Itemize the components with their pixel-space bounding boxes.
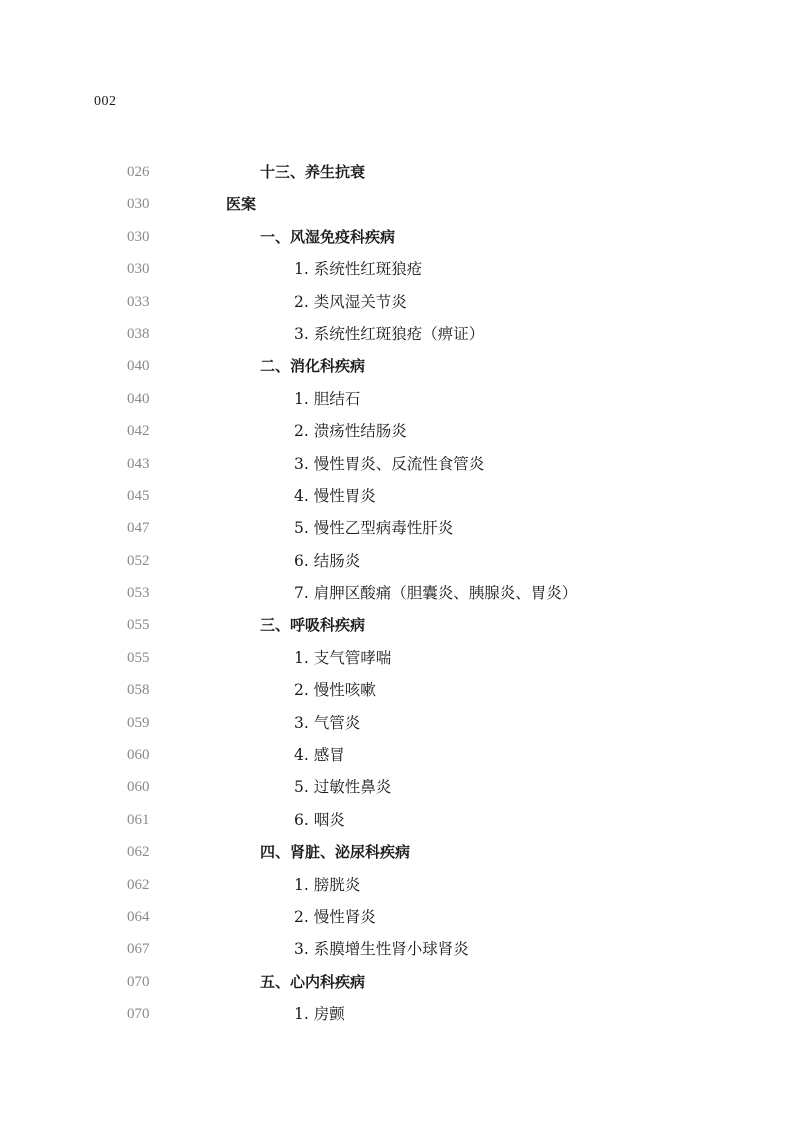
toc-title: 4. 慢性胃炎 bbox=[294, 486, 376, 505]
toc-page-number: 059 bbox=[127, 714, 150, 731]
toc-entry[interactable] bbox=[0, 448, 800, 480]
toc-page-number: 038 bbox=[127, 325, 150, 342]
toc-title: 2. 溃疡性结肠炎 bbox=[294, 422, 407, 441]
toc-title: 3. 气管炎 bbox=[294, 713, 361, 732]
toc-title: 2. 慢性肾炎 bbox=[294, 907, 376, 926]
toc-page-number: 070 bbox=[127, 1006, 150, 1023]
toc-page-number: 043 bbox=[127, 455, 150, 472]
toc-title: 医案 bbox=[226, 195, 257, 214]
toc-entry[interactable] bbox=[0, 804, 800, 836]
toc-page-number: 060 bbox=[127, 747, 150, 764]
toc-entry[interactable] bbox=[0, 577, 800, 609]
toc-title: 1. 胆结石 bbox=[294, 389, 361, 408]
toc-page-number: 061 bbox=[127, 811, 150, 828]
toc-page-number: 055 bbox=[127, 617, 150, 634]
page-number: 002 bbox=[94, 94, 117, 109]
toc-entry[interactable] bbox=[0, 512, 800, 544]
toc-title: 3. 系统性红斑狼疮（痹证） bbox=[294, 324, 485, 343]
toc-title: 十三、养生抗衰 bbox=[260, 163, 366, 181]
table-of-contents bbox=[0, 156, 800, 1031]
toc-title: 一、风湿免疫科疾病 bbox=[260, 227, 396, 246]
toc-page-number: 033 bbox=[127, 293, 150, 310]
toc-page-number: 062 bbox=[127, 876, 150, 893]
toc-title: 1. 膀胱炎 bbox=[294, 875, 361, 894]
toc-section-heading[interactable] bbox=[0, 609, 800, 641]
toc-title: 3. 系膜增生性肾小球肾炎 bbox=[294, 940, 469, 959]
toc-title: 5. 慢性乙型病毒性肝炎 bbox=[294, 519, 454, 538]
toc-entry[interactable] bbox=[0, 545, 800, 577]
toc-entry[interactable] bbox=[0, 642, 800, 674]
toc-entry[interactable] bbox=[0, 739, 800, 771]
toc-title: 3. 慢性胃炎、反流性食管炎 bbox=[294, 454, 485, 473]
toc-title: 5. 过敏性鼻炎 bbox=[294, 778, 392, 797]
toc-page-number: 062 bbox=[127, 844, 150, 861]
toc-entry[interactable] bbox=[0, 869, 800, 901]
toc-section-heading[interactable] bbox=[0, 156, 800, 188]
toc-page-number: 047 bbox=[127, 520, 150, 537]
toc-page-number: 067 bbox=[127, 941, 150, 958]
toc-page-number: 040 bbox=[127, 358, 150, 375]
toc-title: 1. 房颤 bbox=[294, 1005, 345, 1024]
toc-title: 2. 慢性咳嗽 bbox=[294, 681, 376, 700]
toc-entry[interactable] bbox=[0, 674, 800, 706]
toc-page-number: 042 bbox=[127, 423, 150, 440]
toc-title: 2. 类风湿关节炎 bbox=[294, 292, 407, 311]
toc-page-number: 040 bbox=[127, 390, 150, 407]
toc-entry[interactable] bbox=[0, 707, 800, 739]
toc-section-heading[interactable] bbox=[0, 966, 800, 998]
toc-title: 1. 系统性红斑狼疮 bbox=[294, 260, 423, 279]
toc-title: 4. 感冒 bbox=[294, 746, 345, 765]
toc-section-heading[interactable] bbox=[0, 350, 800, 382]
toc-entry[interactable] bbox=[0, 253, 800, 285]
toc-title: 四、肾脏、泌尿科疾病 bbox=[260, 843, 411, 862]
toc-page-number: 060 bbox=[127, 779, 150, 796]
toc-page-number: 030 bbox=[127, 196, 150, 213]
toc-page-number: 045 bbox=[127, 487, 150, 504]
toc-page-number: 030 bbox=[127, 228, 150, 245]
toc-entry[interactable] bbox=[0, 998, 800, 1030]
toc-entry[interactable] bbox=[0, 286, 800, 318]
toc-title: 三、呼吸科疾病 bbox=[260, 616, 366, 635]
toc-entry[interactable] bbox=[0, 318, 800, 350]
toc-section-heading[interactable] bbox=[0, 221, 800, 253]
toc-title: 五、心内科疾病 bbox=[260, 972, 366, 991]
toc-page-number: 070 bbox=[127, 973, 150, 990]
toc-entry[interactable] bbox=[0, 771, 800, 803]
toc-entry[interactable] bbox=[0, 933, 800, 965]
toc-page-number: 052 bbox=[127, 552, 150, 569]
toc-title: 6. 咽炎 bbox=[294, 810, 345, 829]
toc-page-number: 058 bbox=[127, 682, 150, 699]
toc-title: 1. 支气管哮喘 bbox=[294, 648, 392, 667]
toc-title: 6. 结肠炎 bbox=[294, 551, 361, 570]
toc-page-number: 026 bbox=[127, 164, 150, 180]
toc-entry[interactable] bbox=[0, 480, 800, 512]
toc-page-number: 064 bbox=[127, 908, 150, 925]
toc-part-heading[interactable] bbox=[0, 188, 800, 220]
toc-entry[interactable] bbox=[0, 901, 800, 933]
toc-title: 7. 肩胛区酸痛（胆囊炎、胰腺炎、胃炎） bbox=[294, 584, 578, 603]
toc-entry[interactable] bbox=[0, 415, 800, 447]
toc-title: 二、消化科疾病 bbox=[260, 357, 366, 376]
toc-section-heading[interactable] bbox=[0, 836, 800, 868]
toc-page-number: 053 bbox=[127, 585, 150, 602]
toc-page-number: 030 bbox=[127, 261, 150, 278]
toc-page-number: 055 bbox=[127, 649, 150, 666]
toc-entry[interactable] bbox=[0, 383, 800, 415]
